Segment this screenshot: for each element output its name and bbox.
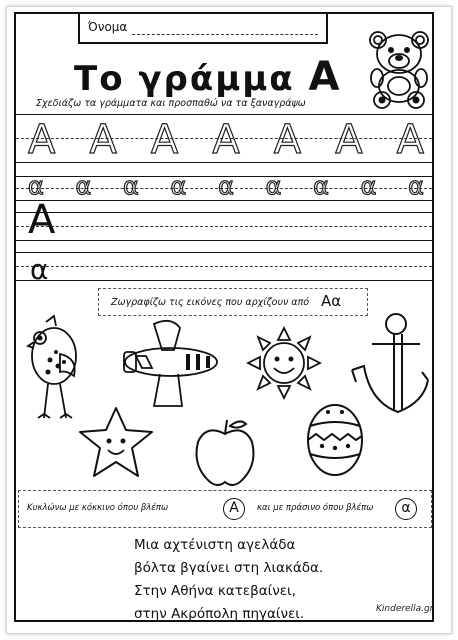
color-instruction: Ζωγραφίζω τις εικόνες που αρχίζουν από bbox=[111, 297, 310, 308]
writing-line bbox=[16, 240, 432, 241]
lowercase-example: α bbox=[30, 253, 49, 286]
trace-letter: Α bbox=[89, 117, 117, 163]
writing-line bbox=[16, 266, 432, 267]
name-field[interactable] bbox=[132, 34, 318, 35]
writing-line bbox=[16, 252, 432, 253]
teddy-bear-icon bbox=[364, 28, 434, 110]
trace-letter: α bbox=[408, 172, 424, 200]
poem-line[interactable]: Στην Αθήνα κατεβαίνει, bbox=[134, 583, 296, 599]
circle-instruction-box bbox=[18, 490, 432, 528]
circle-instruction-green: και με πράσινο όπου βλέπω bbox=[257, 503, 374, 513]
poem-line[interactable]: Μια αχτένιστη αγελάδα bbox=[134, 537, 296, 553]
poem-line[interactable]: βόλτα βγαίνει στη λιακάδα. bbox=[134, 560, 324, 576]
signature: Kinderella.gr bbox=[376, 604, 434, 614]
egg-icon[interactable] bbox=[304, 398, 366, 478]
trace-letter: α bbox=[170, 172, 187, 200]
trace-letter: α bbox=[75, 172, 92, 200]
trace-letter: Α bbox=[150, 117, 179, 163]
name-box bbox=[78, 14, 328, 44]
writing-line bbox=[16, 212, 432, 213]
writing-line bbox=[16, 200, 432, 201]
trace-letter: α bbox=[28, 172, 44, 200]
uppercase-example: Α bbox=[28, 197, 56, 243]
trace-letter: α bbox=[265, 172, 282, 200]
worksheet bbox=[14, 12, 434, 622]
star-icon[interactable] bbox=[76, 404, 156, 480]
trace-letter: Α bbox=[335, 117, 363, 163]
trace-instruction: Σχεδιάζω τα γράμματα και προσπαθώ να τα ξαναγράψω bbox=[36, 98, 306, 109]
page-title bbox=[74, 54, 341, 100]
apple-icon[interactable] bbox=[192, 416, 258, 488]
writing-line bbox=[16, 226, 432, 227]
trace-letter: Α bbox=[212, 117, 240, 163]
poem bbox=[134, 534, 323, 626]
color-letters: Αα bbox=[321, 292, 342, 310]
writing-line bbox=[16, 114, 432, 115]
title-text: Το γράμμα bbox=[74, 59, 295, 99]
circled-lowercase: α bbox=[395, 498, 417, 520]
trace-letter: α bbox=[218, 172, 234, 200]
title-letter: Α bbox=[308, 54, 342, 100]
writing-line bbox=[16, 280, 432, 281]
trace-letter: α bbox=[360, 172, 377, 200]
trace-letter: α bbox=[313, 172, 329, 200]
sun-icon[interactable] bbox=[244, 324, 324, 402]
trace-letter: Α bbox=[396, 117, 424, 163]
poem-line[interactable]: στην Ακρόπολη πηγαίνει. bbox=[134, 606, 305, 622]
uppercase-trace-row bbox=[28, 117, 424, 163]
airplane-icon[interactable] bbox=[116, 316, 226, 410]
trace-letter: α bbox=[123, 172, 139, 200]
circled-uppercase: Α bbox=[223, 498, 245, 520]
trace-letter: Α bbox=[273, 117, 302, 163]
trace-letter: Α bbox=[28, 117, 56, 163]
circle-instruction-red: Κυκλώνω με κόκκινο όπου βλέπω bbox=[27, 503, 169, 513]
color-instruction-box bbox=[98, 288, 368, 316]
name-label: Όνομα bbox=[88, 20, 128, 34]
lowercase-trace-row bbox=[28, 174, 424, 198]
